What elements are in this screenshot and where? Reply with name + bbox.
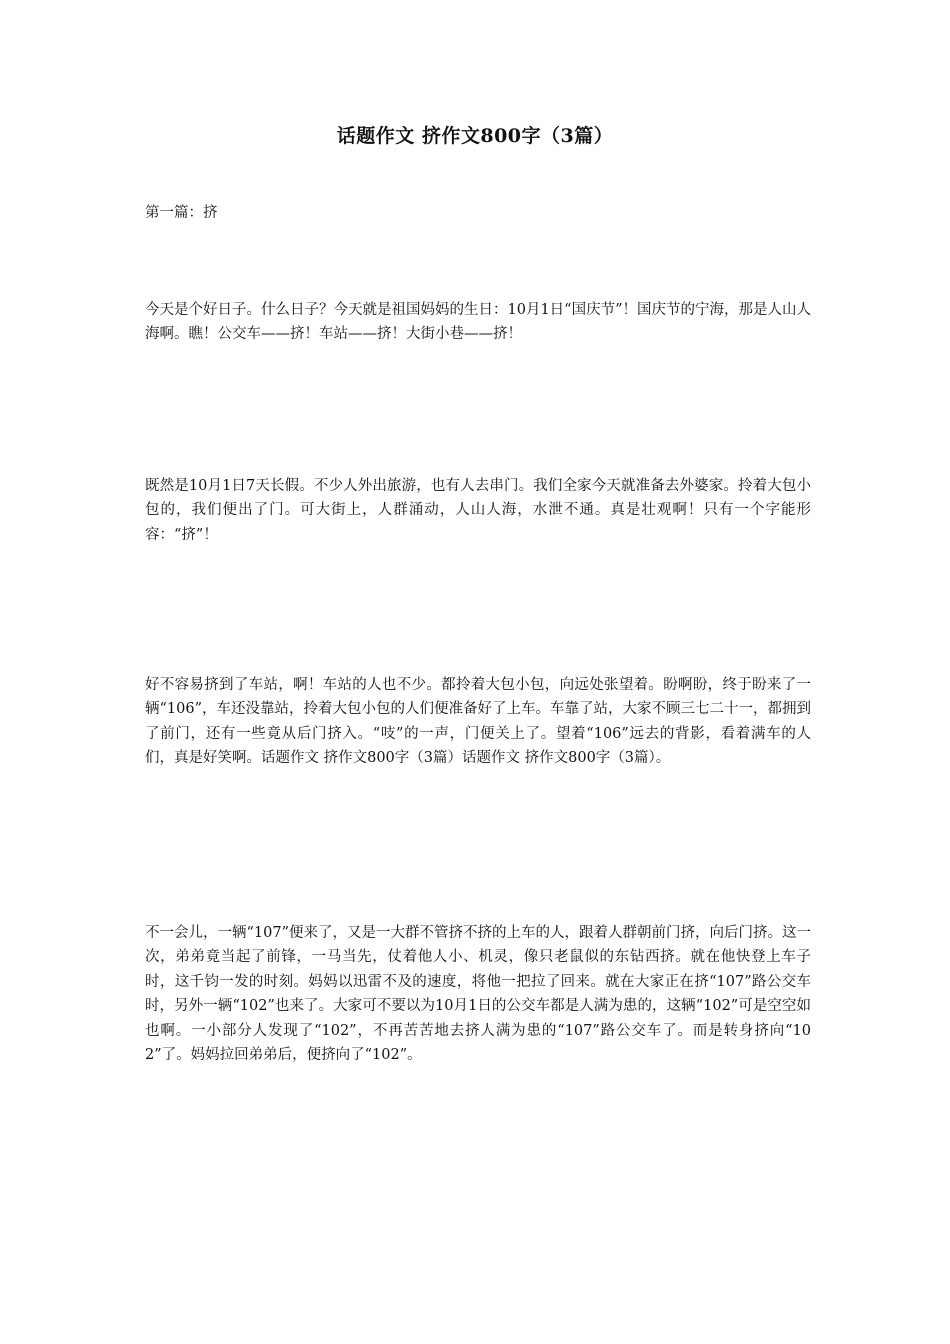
paragraph-1: 今天是个好日子。什么日子？今天就是祖国妈妈的生日：10月1日“国庆节”！国庆节的宁海，那是人山人海啊。瞧！公交车——挤！车站——挤！大街小巷——挤！ (145, 302, 811, 343)
paragraph-2: 既然是10月1日7天长假。不少人外出旅游，也有人去串门。我们全家今天就准备去外婆家。拎着大包小包的，我们便出了门。可大街上，人群涌动，人山人海，水泄不通。真是壮观啊！只有一个字能形容：“挤”！ (145, 478, 811, 543)
section-heading: 第一篇：挤 (145, 205, 218, 221)
paragraph-3: 好不容易挤到了车站，啊！车站的人也不少。都拎着大包小包，向远处张望着。盼啊盼，终于盼来了一辆“106”，车还没靠站，拎着大包小包的人们便准备好了上车。车靠了站，大家不顾三七二十一，都拥到了前门，还有一些竟从后门挤入。“吱”的一声，门便关上了。望着“106”远去的背影，看着满车的人们，真是好笑啊。话题作文 挤作文800字（3篇）话题作文 挤作文800字（3篇）。 (145, 677, 811, 767)
page-title: 话题作文 挤作文800字（3篇） (336, 125, 614, 147)
paragraph-4: 不一会儿，一辆“107”便来了，又是一大群不管挤不挤的上车的人，跟着人群朝前门挤，向后门挤。这一次，弟弟竟当起了前锋，一马当先，仗着他人小、机灵，像只老鼠似的东钻西挤。就在他快登上车子时，这千钧一发的时刻。妈妈以迅雷不及的速度，将他一把拉了回来。就在大家正在挤“107”路公交车时，另外一辆“102”也来了。大家可不要以为10月1日的公交车都是人满为患的，这辆“102”可是空空如也啊。一小部分人发现了“102”，不再苦苦地去挤人满为患的“107”路公交车了。而是转身挤向“102”了。妈妈拉回弟弟后，便挤向了“102”。 (145, 925, 811, 1064)
